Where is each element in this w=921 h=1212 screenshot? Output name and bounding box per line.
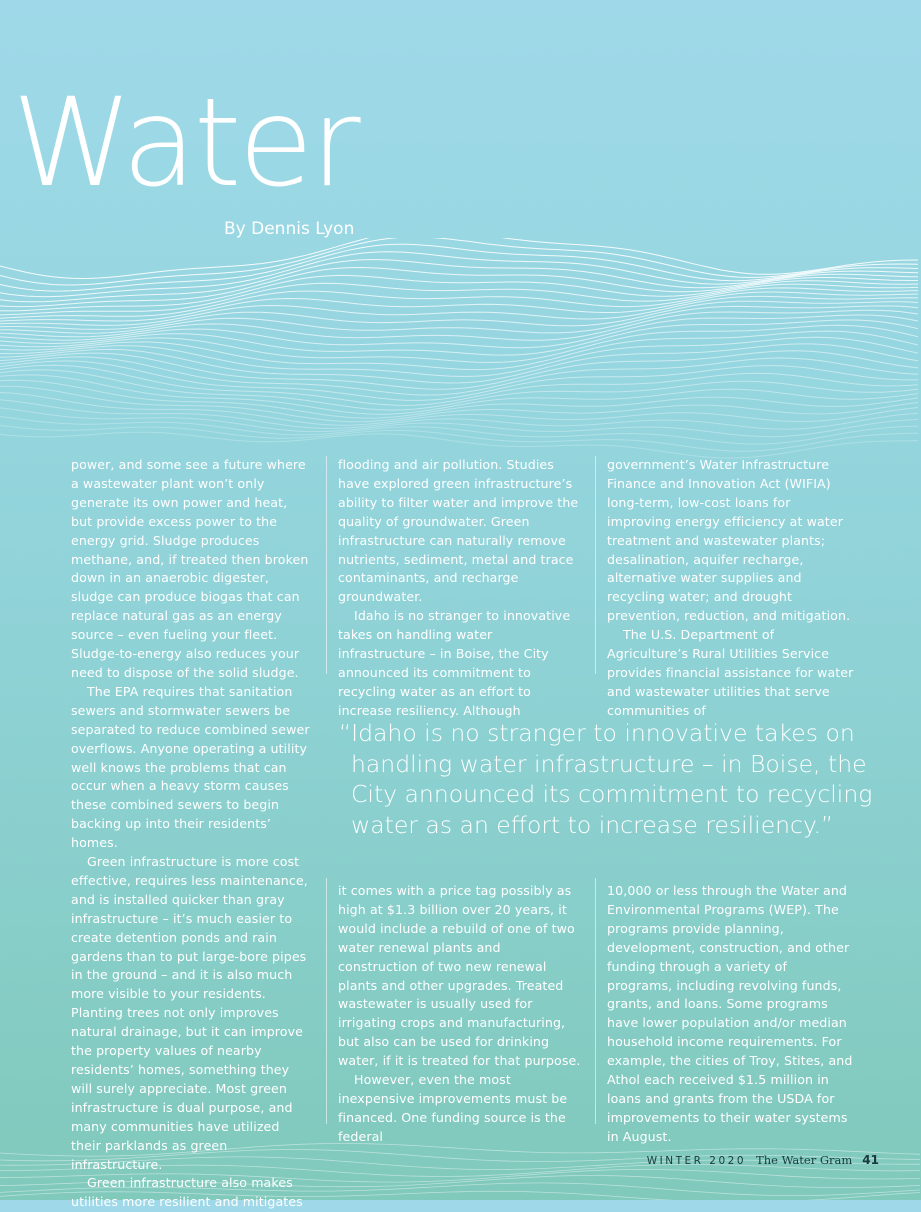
article-title: Water [12, 72, 358, 214]
byline: By Dennis Lyon [224, 219, 355, 239]
wave-line [0, 361, 918, 400]
wave-line [0, 393, 918, 426]
paragraph: However, even the most inexpensive improvements must be financed. One funding source is the federal [338, 1072, 568, 1144]
pull-quote: “Idaho is no stranger to innovative takes on handling water infrastructure – in Boise, the City announced its commitment to recycling water as an effort to increase resiliency.” [339, 719, 873, 839]
paragraph: Green infrastructure is more cost effective, requires less maintenance, and is installed quicker than gray infrastructure – it’s much easier to create detention ponds and rain gardens than to put large-bore pipes in the ground – and it is also much more visible to your residents. Planting trees not only improves natural drainage, but it can improve the property values of nearby residents’ homes, something they will surely appreciate. Most green infrastructure is dual purpose, and many communities have utilized their parklands as green infrastructure. [71, 854, 308, 1172]
wave-line [0, 275, 918, 311]
column-1 [71, 456, 311, 1212]
column-divider [326, 878, 327, 1124]
paragraph: Idaho is no stranger to innovative takes on handling water infrastructure – in Boise, the City announced its commitment to recycling water as an effort to increase resiliency. Although [338, 608, 571, 718]
paragraph: power, and some see a future where a wastewater plant won’t only generate its own power and heat, but provide excess power to the energy grid. Sludge produces methane, and, if treated then broken down in an anaerobic digester, sludge can produce biogas that can replace natural gas as an energy source – even fueling your fleet. Sludge-to-energy also reduces your need to dispose of the solid sludge. [71, 457, 309, 680]
column-divider [595, 456, 596, 674]
paragraph: The U.S. Department of Agriculture’s Rural Utilities Service provides financial assistance for water and wastewater utilities that serve communities of [607, 627, 854, 718]
wave-line [0, 320, 918, 355]
magazine-name: The Water Gram [756, 1153, 853, 1167]
paragraph: 10,000 or less through the Water and Environmental Programs (WEP). The programs provide planning, development, construction, and other funding through a variety of programs, including revolving funds, grants, and loans. Some programs have lower population and/or median household income requirements. For example, the cities of Troy, Stites, and Athol each received $1.5 million in loans and grants from the USDA for improvements to their water systems in August. [607, 883, 853, 1144]
wave-line [0, 238, 918, 279]
column-3-top [607, 456, 855, 721]
paragraph: flooding and air pollution. Studies have explored green infrastructure’s ability to filter water and improve the quality of groundwater. Green infrastructure can naturally remove nutrients, sediment, metal and trace contaminants, and recharge groundwater. [338, 457, 579, 605]
column-divider [326, 456, 327, 674]
wave-lines-illustration [0, 238, 921, 468]
wave-line [0, 1183, 920, 1196]
column-2-top [338, 456, 582, 721]
paragraph: government’s Water Infrastructure Finance and Innovation Act (WIFIA) long-term, low-cost loans for improving energy efficiency at water treatment and wastewater plants; desalination, aquifer recharge, alternative water supplies and recycling water; and drought prevention, reduction, and mitigation. [607, 457, 851, 624]
issue-season: WINTER 2020 [646, 1155, 747, 1167]
wave-line [0, 260, 918, 302]
paragraph: The EPA requires that sanitation sewers and stormwater sewers be separated to reduce combined sewer overflows. Anyone operating a utility well knows the problems that can occur when a heavy storm causes these combined sewers to begin backing up into their residents’ homes. [71, 683, 310, 851]
paragraph: Green infrastructure also makes utilities more resilient and mitigates [71, 1175, 303, 1210]
bottom-wave-lines [0, 1140, 921, 1200]
column-3-bottom [607, 882, 855, 1147]
page-number: 41 [862, 1153, 879, 1167]
wave-line [0, 375, 918, 414]
paragraph: it comes with a price tag possibly as high at $1.3 billion over 20 years, it would include a rebuild of one of two water renewal plants and construction of two new renewal plants and other upgrades. Treated wastewater is usually used for irrigating crops and manufacturing, but also can be used for drinking water, if it is treated for that purpose. [338, 883, 581, 1069]
wave-line [0, 1169, 920, 1182]
column-divider [595, 878, 596, 1124]
wave-line [0, 380, 918, 418]
page-footer [647, 1153, 879, 1167]
column-2-bottom [338, 882, 582, 1147]
